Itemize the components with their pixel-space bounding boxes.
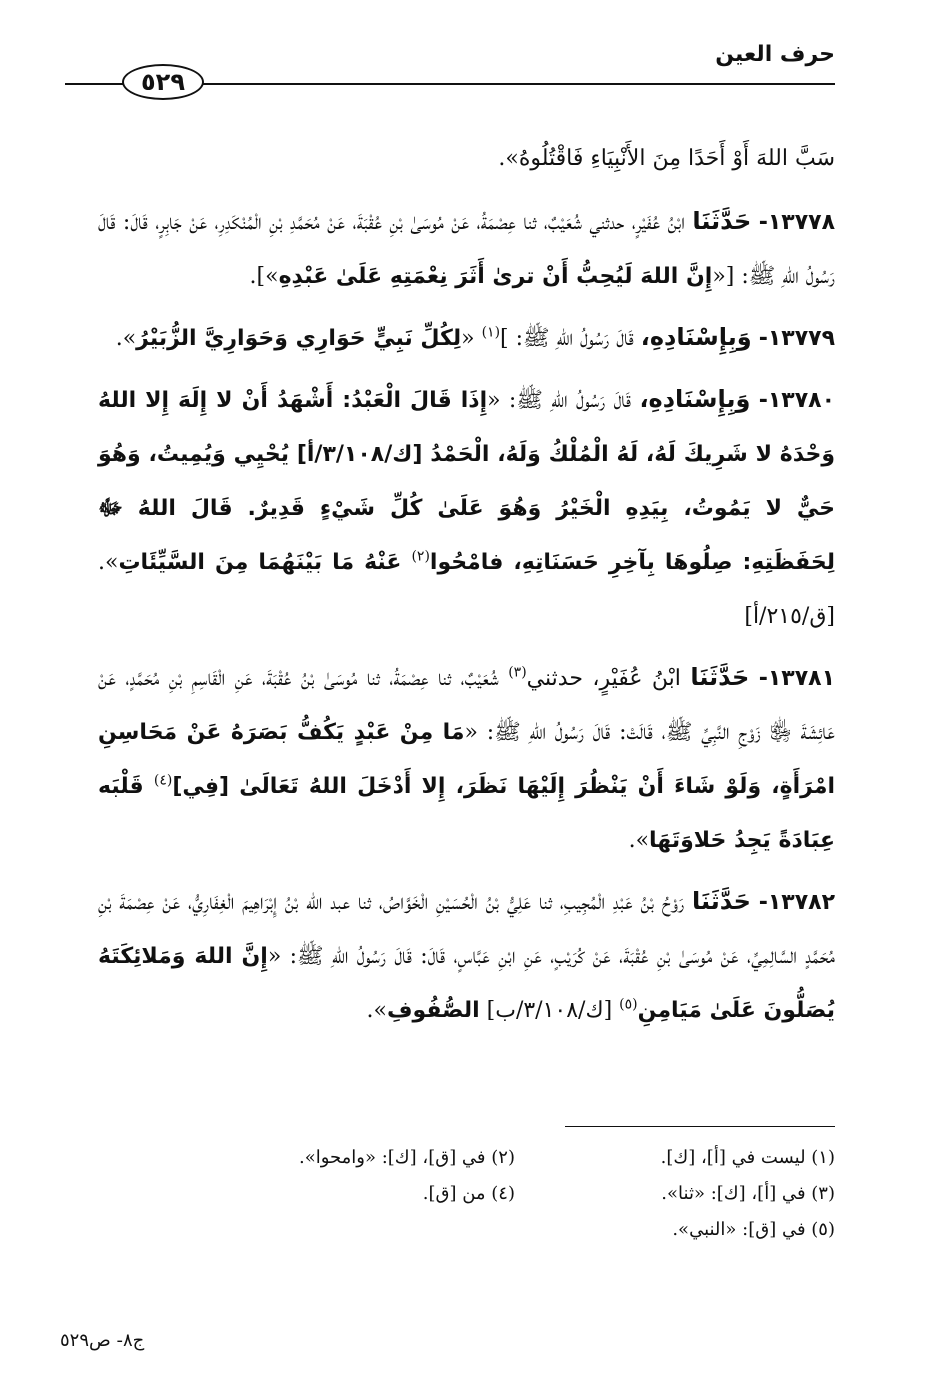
hadith-13782 — [98, 874, 835, 1038]
hadith-matn: إِنَّ اللهَ وَمَلائِكَتَهُ يُصَلُّونَ عَلَىٰ مَيَامِنِ — [98, 944, 835, 1023]
footnote-rule — [565, 1126, 835, 1127]
footnote-marker: (٥) — [619, 996, 638, 1013]
hadith-isnad: قَالَ رَسُولُ اللهِ ﷺ: ] — [500, 326, 634, 351]
footnote-4: (٤) من [ق]. — [422, 1183, 515, 1204]
chapter-title: حرف العين — [715, 42, 835, 67]
hadith-matn-cont: الصُّفُوفِ — [386, 998, 480, 1023]
hadith-number: ١٣٧٧٩- — [758, 326, 835, 351]
hadith-tail: ». — [115, 326, 137, 351]
hadith-13778 — [98, 194, 835, 304]
footnotes — [98, 1140, 835, 1248]
hadith-isnad: ابْنُ عُفَيْرٍ، حدثني — [526, 666, 681, 691]
hadith-matn: إِنَّ اللهَ لَيُحِبُّ أَنْ ترىٰ أَثَرَ نِعْمَتِهِ عَلَىٰ عَبْدِهِ — [278, 264, 713, 289]
hadith-keyword: وَبِإِسْنَادِهِ، — [639, 385, 751, 413]
hadith-isnad-cont: « — [461, 326, 482, 351]
paragraph-text: سَبَّ اللهَ أَوْ أَحَدًا مِنَ الأَنْبِيَاءِ فَاقْتُلُوهُ». — [498, 146, 835, 171]
hadith-matn-cont: قَلْبَه عِبَادَةً يَجِدُ حَلاوَتَهَا — [98, 774, 835, 853]
hadith-isnad: ابْنُ عُفَيْرٍ، حدثني شُعَيْبٌ، ثنا عِصْمَةُ، عَنْ مُوسَىٰ بْنِ عُقْبَةَ، عَنْ مُحَمَّدِ بْنِ الْمُنْكَدِرِ، عَنْ جَابِرٍ، قَالَ: قَالَ رَسُولُ اللهِ ﷺ: [« — [98, 210, 835, 289]
hadith-matn: إِذَا قَالَ الْعَبْدُ: أَشْهَدُ أَنْ لا إِلَهَ إِلا اللهُ وَحْدَهُ لا شَرِيكَ لَهُ، لَهُ الْمُلْكُ وَلَهُ، الْحَمْدُ [ك/٣/١٠٨/أ] يُحْيِي وَيُمِيتُ، وَهُوَ حَيٌّ لا يَمُوتُ، بِيَدِهِ الْخَيْرُ وَهُوَ عَلَىٰ كُلِّ شَيْءٍ قَدِيرٌ. قَالَ اللهُ ﷻ لِحَفَظَتِهِ: صِلُوهَا بِآخِرِ حَسَنَاتِهِ، فامْحُوا — [98, 388, 835, 575]
paragraph-continuation — [98, 132, 835, 186]
hadith-keyword: حَدَّثَنَا — [692, 207, 752, 235]
hadith-matn: لِكُلِّ نَبِيٍّ حَوَارِي وَحَوَارِيَّ الزُّبَيْرُ — [136, 326, 462, 351]
hadith-number: ١٣٧٨٢- — [758, 890, 835, 915]
hadith-isnad: قَالَ رَسُولُ اللهِ ﷺ: « — [487, 388, 632, 413]
footnote-marker: (٢) — [411, 548, 430, 565]
hadith-isnad: رَوْحُ بْنُ عَبْدِ الْمُجِيبِ، ثنا عَلِيُّ بْنُ الْحُسَيْنِ الْخَوَّاصُ، ثنا عبد الله بْنُ إِبْرَاهِيمَ الْغِفَارِيُّ، عَنْ عِصْمَةَ بْنِ مُحَمَّدٍ السَّالِمِيِّ، عَنْ مُوسَىٰ بْنِ عُقْبَةَ، عَنْ كُرَيْبٍ، عَنِ ابْنِ عَبَّاسٍ، قَالَ: قَالَ رَسُولُ اللهِ ﷺ: « — [98, 890, 836, 969]
footnote-3: (٣) في [أ]، [ك]: «ثنا». — [661, 1183, 835, 1204]
hadith-matn-cont: عَنْهُ مَا بَيْنَهُمَا مِنَ السَّيِّئَاتِ — [118, 550, 412, 575]
hadith-number: ١٣٧٨١- — [758, 666, 835, 691]
hadith-13781 — [98, 650, 835, 868]
footnote-1: (١) ليست في [أ]، [ك]. — [660, 1147, 835, 1168]
hadith-number: ١٣٧٧٨- — [758, 210, 835, 235]
footnote-marker: (٣) — [508, 664, 527, 681]
footnote-marker: (٤) — [153, 772, 173, 789]
hadith-matn: مَا مِنْ عَبْدٍ يَكُفُّ بَصَرَهُ عَنْ مَحَاسِنِ امْرَأَةٍ، وَلَوْ شَاءَ أَنْ يَنْظُرَ إِلَيْهَا نَظَرَ، إِلا أَدْخَلَ اللهُ تَعَالَىٰ [فِي] — [98, 720, 835, 799]
footnote-row — [98, 1176, 835, 1212]
hadith-isnad-cont: شُعَيْبٌ، ثنا عِصْمَةُ، ثنا مُوسَىٰ بْنُ عُقْبَةَ، عَنِ الْقَاسِمِ بْنِ مُحَمَّدٍ، عَنْ عَائِشَةَ ﵂ زَوْجِ النَّبِيِّ ﷺ، قَالَتْ: قَالَ رَسُولُ اللهِ ﷺ: « — [98, 666, 835, 745]
hadith-13780 — [98, 372, 835, 644]
footnote-5: (٥) في [ق]: «النبي». — [672, 1219, 835, 1240]
hadith-keyword: وَبِإِسْنَادِهِ، — [640, 323, 752, 351]
page-number-badge: ٥٢٩ — [122, 64, 204, 100]
hadith-tail: »]. — [249, 264, 279, 289]
hadith-number: ١٣٧٨٠- — [758, 388, 836, 413]
hadith-tail: ». [ق/٢١٥/أ] — [98, 550, 835, 629]
footnote-row — [98, 1140, 835, 1176]
hadith-tail: ». — [628, 828, 650, 853]
hadith-keyword: حَدَّثَنَا — [690, 663, 750, 691]
hadith-tail: ». — [366, 998, 387, 1023]
footnote-2: (٢) في [ق]، [ك]: «وامحوا». — [299, 1147, 515, 1168]
manuscript-ref: [ك/٣/١٠٨/ب] — [479, 998, 620, 1023]
hadith-keyword: حَدَّثَنَا — [691, 887, 751, 915]
hadith-13779 — [98, 310, 835, 366]
page-footer: ج٨- ص٥٢٩ — [60, 1330, 145, 1351]
footnote-marker: (١) — [481, 324, 501, 341]
footnote-row — [98, 1212, 835, 1248]
main-text — [98, 132, 835, 1044]
